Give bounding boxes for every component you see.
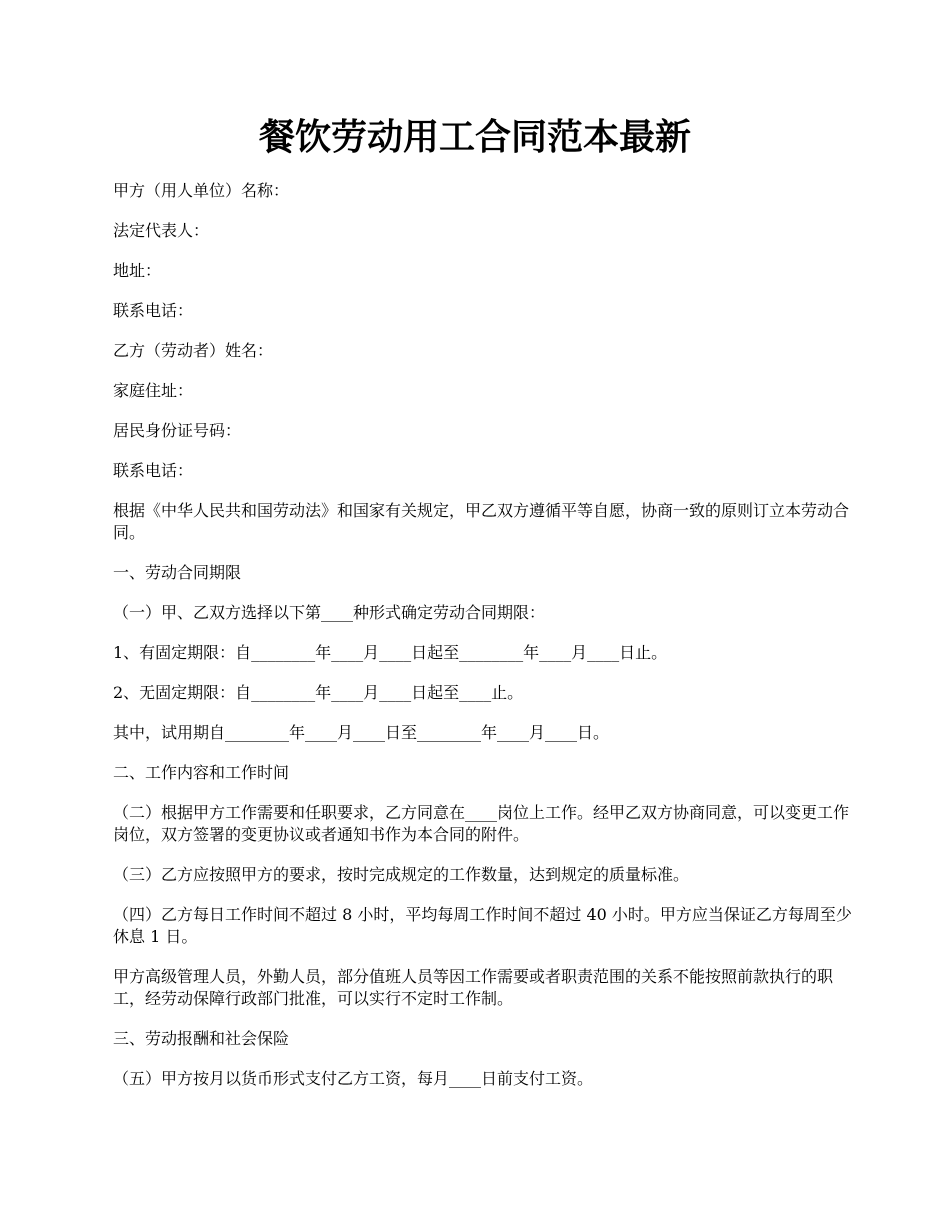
clause-3-work-quality: （三）乙方应按照甲方的要求，按时完成规定的工作数量，达到规定的质量标准。: [113, 865, 690, 884]
section-heading-remuneration: 三、劳动报酬和社会保险: [113, 1029, 290, 1048]
probation-period-line: 其中，试用期自________年____月____日至________年____月____日。: [113, 723, 610, 742]
document-title: 餐饮劳动用工合同范本最新: [258, 116, 691, 158]
party-b-home-address-line: 家庭住址：: [113, 381, 194, 400]
clause-2-position: （二）根据甲方工作需要和任职要求，乙方同意在____岗位上工作。经甲乙双方协商同意，可以变更工作岗位，双方签署的变更协议或者通知书作为本合同的附件。: [113, 803, 850, 844]
fixed-term-line: 1、有固定期限：自________年____月____日起至________年____月____日止。: [113, 643, 668, 662]
legal-representative-line: 法定代表人：: [113, 221, 210, 240]
document-body: [113, 180, 853, 1108]
clause-4-working-hours: （四）乙方每日工作时间不超过 8 小时，平均每周工作时间不超过 40 小时。甲方应当保证乙方每周至少休息 1 日。: [113, 905, 852, 946]
clause-5-salary-payment: （五）甲方按月以货币形式支付乙方工资，每月____日前支付工资。: [113, 1069, 594, 1088]
party-a-address-line: 地址：: [113, 261, 162, 280]
section-heading-contract-term: 一、劳动合同期限: [113, 563, 242, 582]
preamble-paragraph: 根据《中华人民共和国劳动法》和国家有关规定，甲乙双方遵循平等自愿，协商一致的原则订立本劳动合同。: [113, 501, 850, 542]
party-b-name-line: 乙方（劳动者）姓名：: [113, 341, 274, 360]
party-b-id-number-line: 居民身份证号码：: [113, 421, 242, 440]
flexible-hours-paragraph: 甲方高级管理人员，外勤人员，部分值班人员等因工作需要或者职责范围的关系不能按照前款执行的职工，经劳动保障行政部门批准，可以实行不定时工作制。: [113, 967, 834, 1008]
party-a-phone-line: 联系电话：: [113, 301, 194, 320]
section-heading-work-content: 二、工作内容和工作时间: [113, 763, 290, 782]
party-b-phone-line: 联系电话：: [113, 461, 194, 480]
open-term-line: 2、无固定期限：自________年____月____日起至____止。: [113, 683, 524, 702]
party-a-name-line: 甲方（用人单位）名称：: [113, 181, 290, 200]
clause-1-term-type: （一）甲、乙双方选择以下第____种形式确定劳动合同期限：: [113, 603, 546, 622]
